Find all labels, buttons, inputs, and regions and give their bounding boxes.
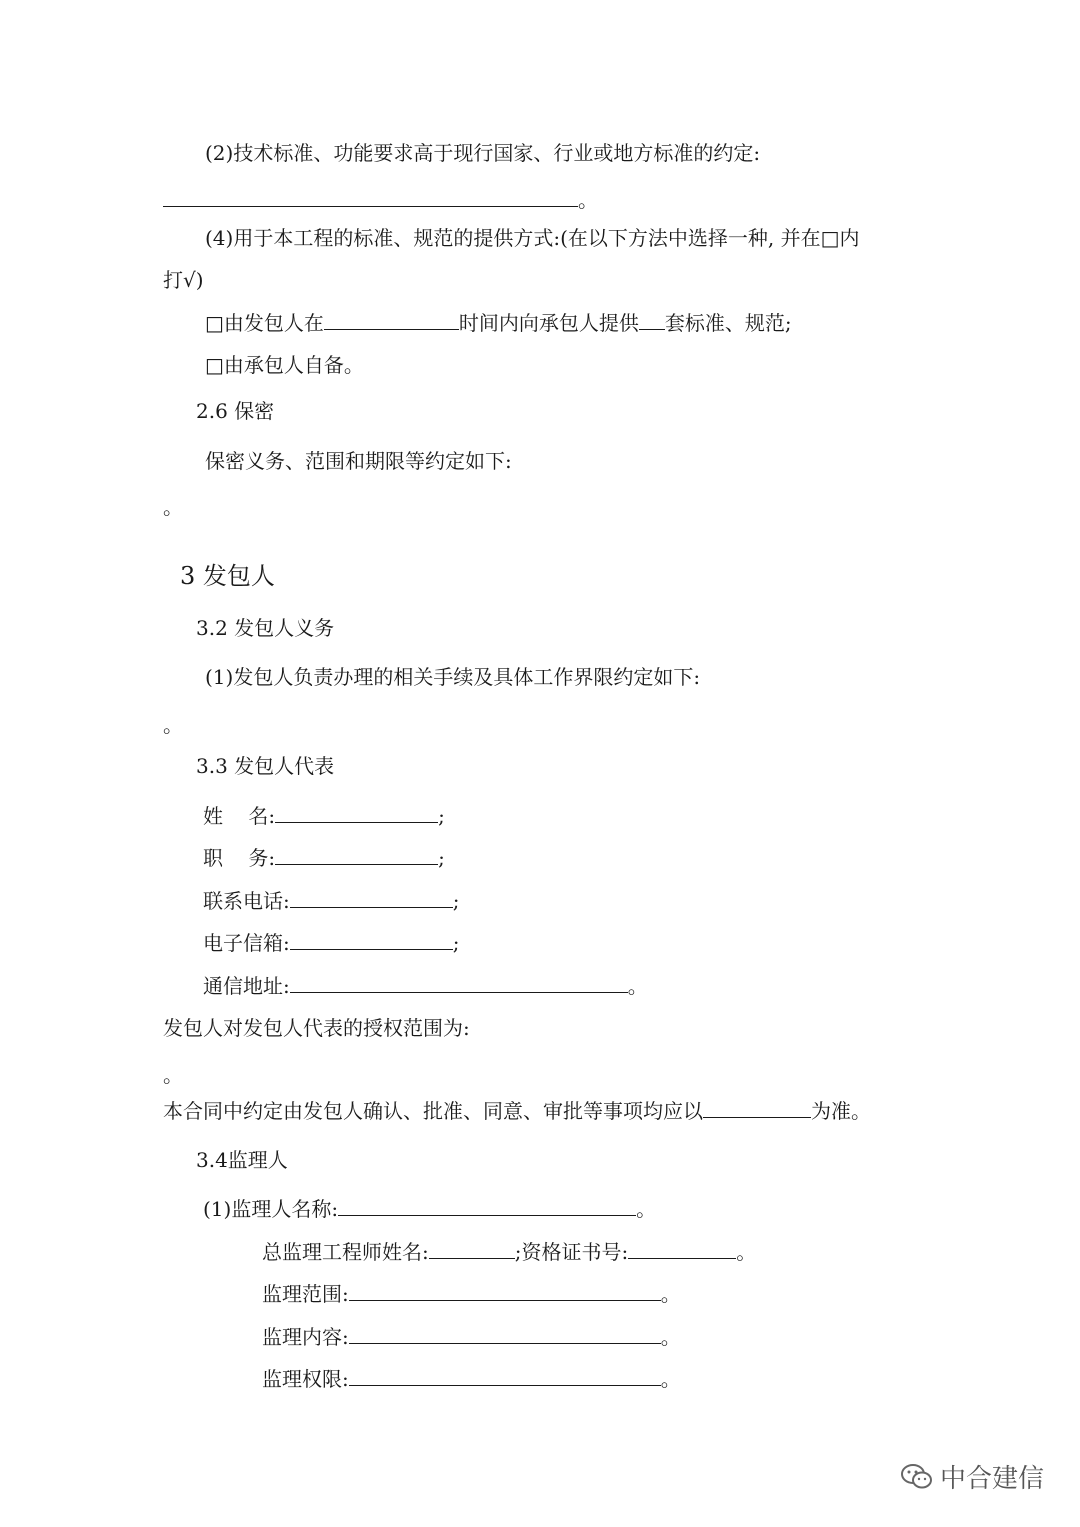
section-3-2-end: 。 <box>163 713 183 737</box>
watermark-text: 中合建信 <box>940 1464 1045 1494</box>
period: 。 <box>736 1240 757 1264</box>
field-label: 职 务: <box>203 846 276 870</box>
field-label: 监理权限: <box>262 1367 349 1391</box>
period: 。 <box>627 974 648 998</box>
blank-field[interactable] <box>324 311 459 330</box>
section-3-2-text: (1)发包人负责办理的相关手续及具体工作界限约定如下: <box>205 665 701 689</box>
supervisor-name-row <box>203 1195 656 1223</box>
rep-email-row <box>203 929 460 957</box>
field-label: ;资格证书号: <box>514 1240 629 1264</box>
confirm-blank[interactable] <box>703 1099 811 1118</box>
field-label: 总监理工程师姓名: <box>262 1240 429 1264</box>
authority-row <box>262 1365 681 1393</box>
field-label: 通信地址: <box>203 974 290 998</box>
clause-2-2-answer <box>163 186 598 214</box>
semicolon: ; <box>452 889 460 913</box>
option-text: 时间内向承包人提供 <box>458 311 639 335</box>
section-3-2-title: 3.2 发包人义务 <box>196 616 335 640</box>
content-row <box>262 1323 681 1351</box>
wechat-icon <box>900 1462 934 1492</box>
chief-engineer-row <box>262 1238 756 1266</box>
rep-post-row <box>203 844 445 872</box>
rep-address-row <box>203 972 648 1000</box>
address-blank[interactable] <box>290 974 628 993</box>
certificate-blank[interactable] <box>628 1240 736 1259</box>
field-label: 电子信箱: <box>203 931 290 955</box>
option-text: 套标准、规范; <box>664 311 792 335</box>
field-label: 联系电话: <box>203 889 290 913</box>
watermark <box>900 1458 1044 1495</box>
section-2-6-end: 。 <box>163 495 183 519</box>
field-label: 监理范围: <box>262 1282 349 1306</box>
section-3-4-title: 3.4监理人 <box>196 1148 288 1172</box>
confirm-row <box>163 1097 871 1125</box>
clause-2-4-line2: 打√) <box>163 268 204 292</box>
section-2-6-title: 2.6 保密 <box>196 399 275 423</box>
period: 。 <box>636 1197 657 1221</box>
authorization-text: 发包人对发包人代表的授权范围为: <box>163 1016 470 1040</box>
authority-blank[interactable] <box>349 1367 661 1386</box>
semicolon: ; <box>452 931 460 955</box>
field-label: (1)监理人名称: <box>203 1197 339 1221</box>
option-1 <box>205 309 792 337</box>
confirm-text-end: 为准。 <box>811 1099 871 1123</box>
name-blank[interactable] <box>275 804 438 823</box>
field-label: 姓 名: <box>203 804 276 828</box>
period: 。 <box>660 1282 681 1306</box>
rep-phone-row <box>203 887 460 915</box>
period: 。 <box>660 1325 681 1349</box>
phone-blank[interactable] <box>290 889 453 908</box>
section-2-6-text: 保密义务、范围和期限等约定如下: <box>205 449 512 473</box>
clause-2-4-line1: (4)用于本工程的标准、规范的提供方式:(在以下方法中选择一种, 并在□内 <box>205 226 860 250</box>
checkbox-label[interactable]: □由发包人在 <box>205 311 324 335</box>
option-2[interactable]: □由承包人自备。 <box>205 353 364 377</box>
chapter-3-title: 3 发包人 <box>180 562 275 590</box>
period: 。 <box>578 188 598 212</box>
chief-name-blank[interactable] <box>429 1240 515 1259</box>
supervisor-name-blank[interactable] <box>338 1197 636 1216</box>
semicolon: ; <box>438 846 445 870</box>
content-blank[interactable] <box>349 1325 661 1344</box>
field-label: 监理内容: <box>262 1325 349 1349</box>
semicolon: ; <box>438 804 445 828</box>
blank-field[interactable] <box>163 188 578 207</box>
section-3-3-title: 3.3 发包人代表 <box>196 754 335 778</box>
email-blank[interactable] <box>290 931 453 950</box>
rep-name-row <box>203 802 445 830</box>
blank-field[interactable] <box>639 311 665 330</box>
scope-row <box>262 1280 681 1308</box>
clause-2-2-label: (2)技术标准、功能要求高于现行国家、行业或地方标准的约定: <box>205 141 761 165</box>
scope-blank[interactable] <box>349 1282 661 1301</box>
period: 。 <box>660 1367 681 1391</box>
post-blank[interactable] <box>275 846 438 865</box>
authorization-end: 。 <box>163 1063 183 1087</box>
confirm-text: 本合同中约定由发包人确认、批准、同意、审批等事项均应以 <box>163 1099 703 1123</box>
